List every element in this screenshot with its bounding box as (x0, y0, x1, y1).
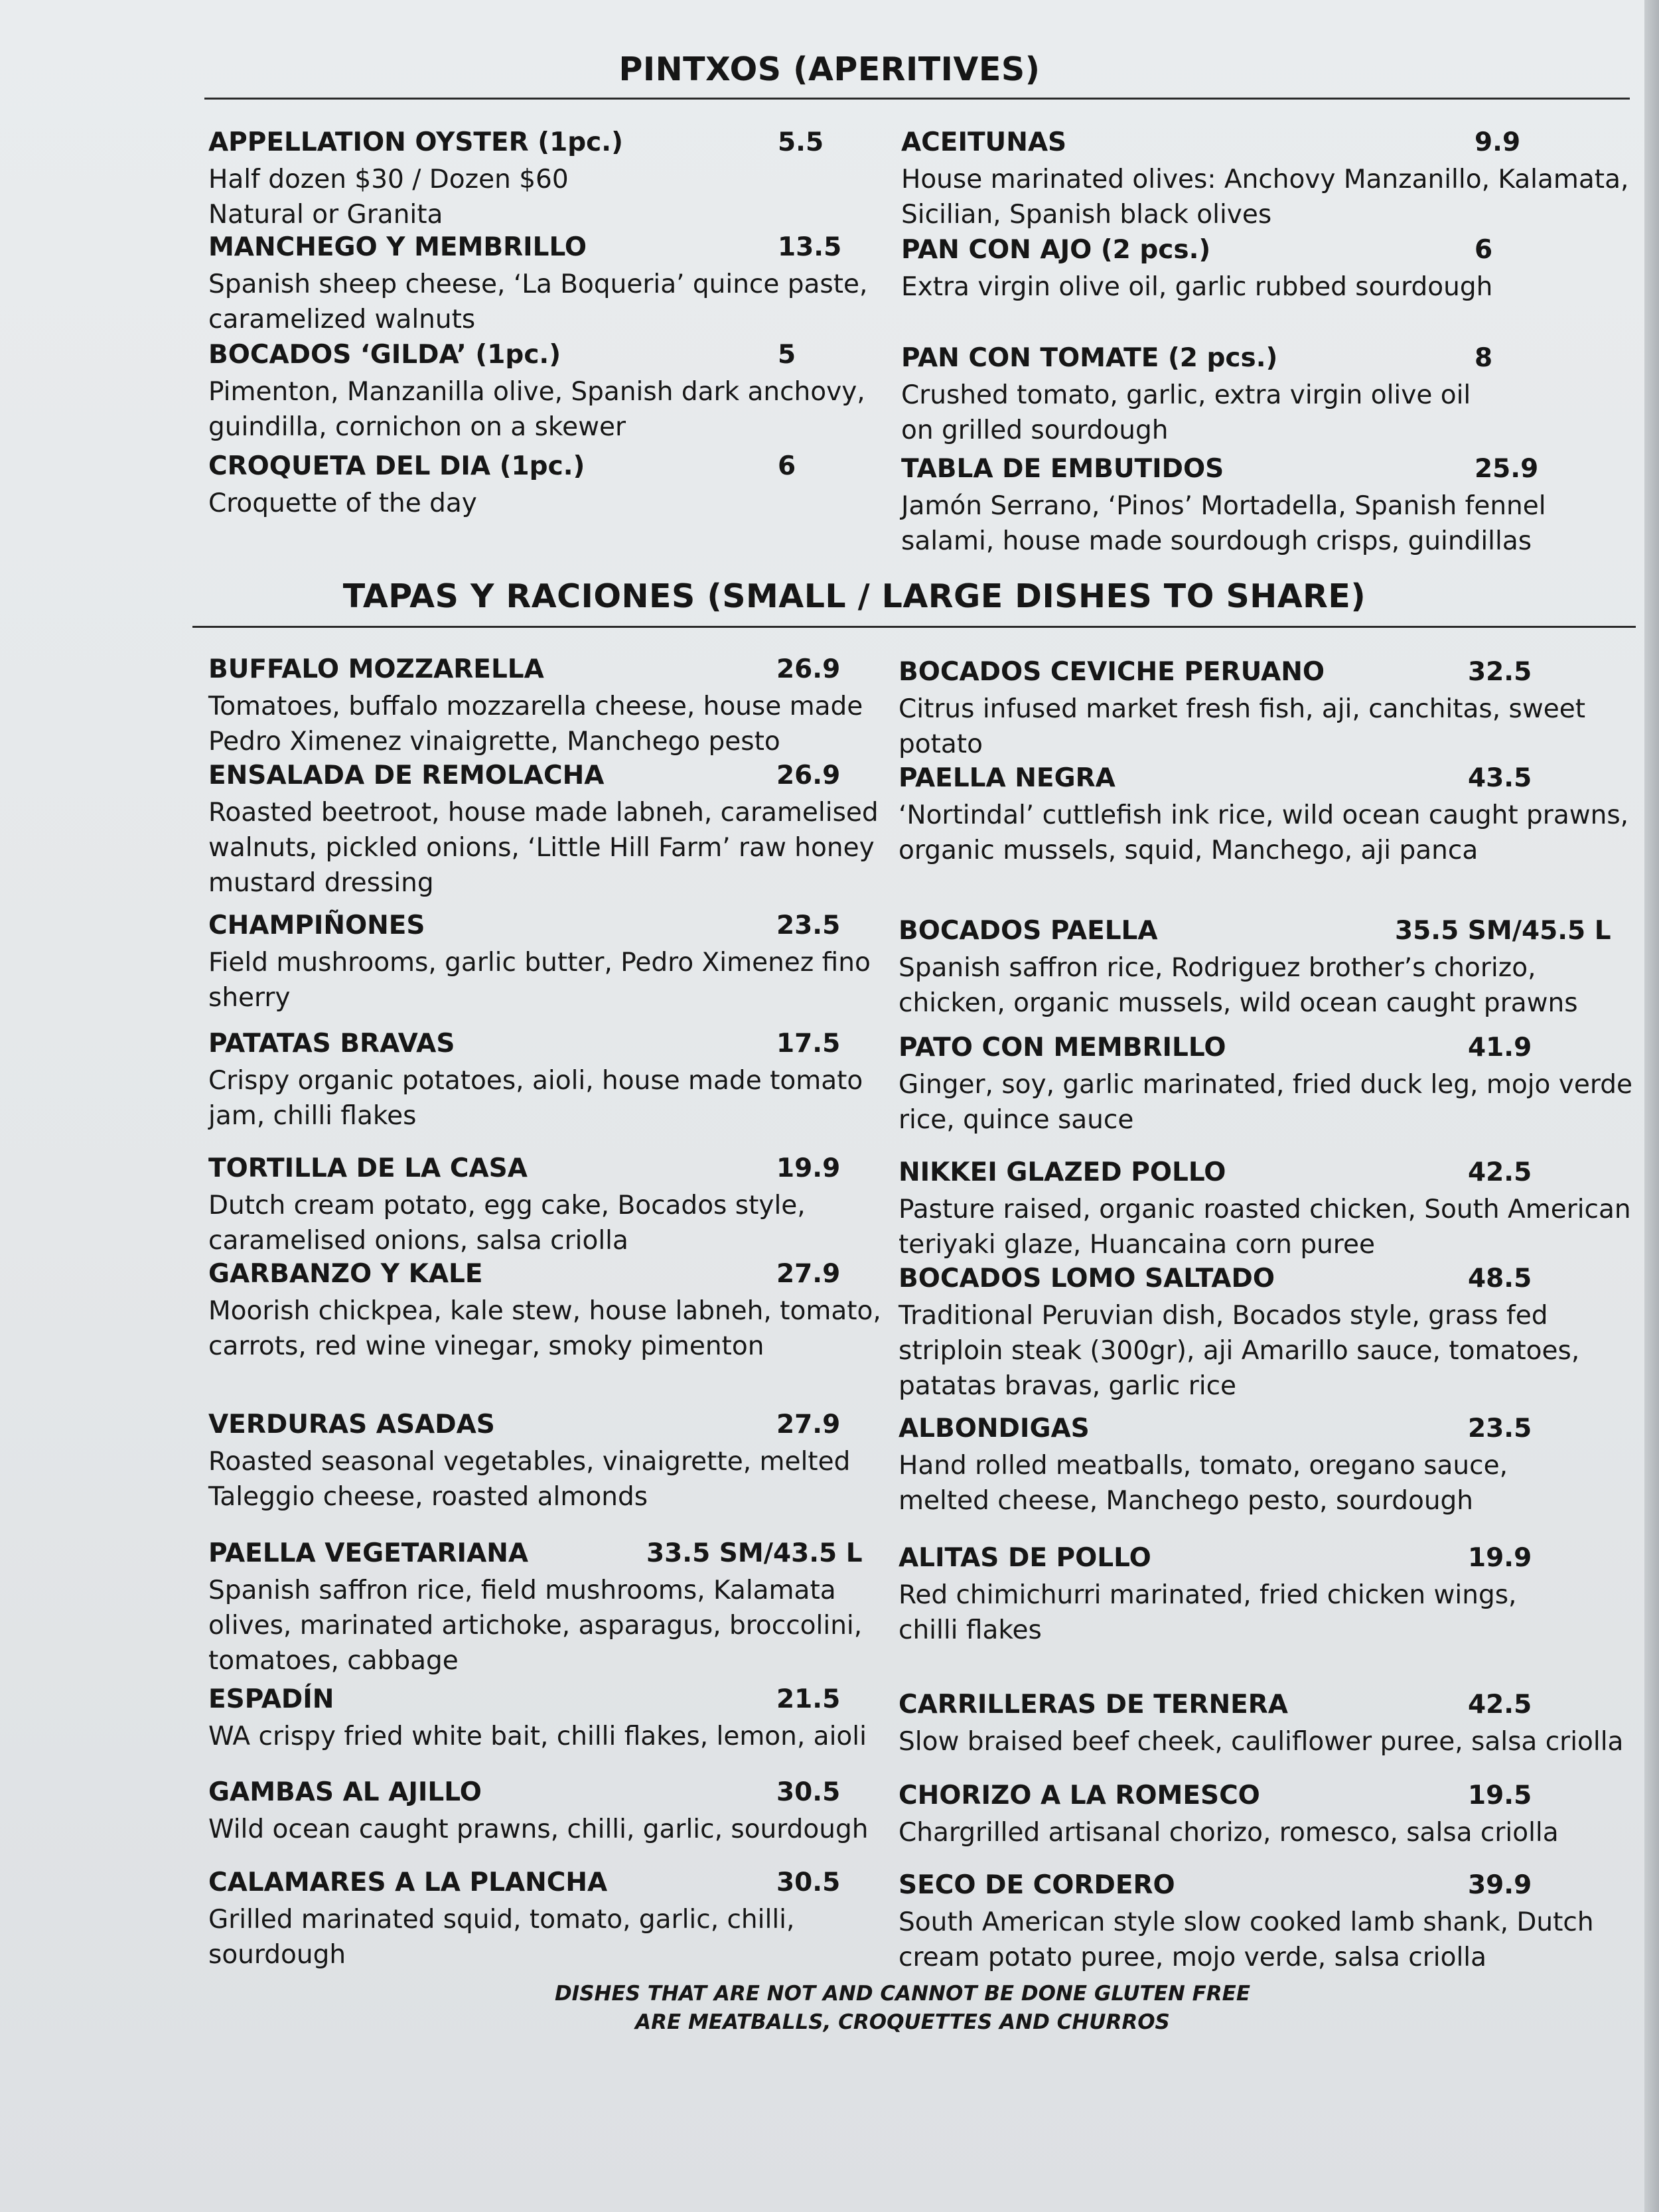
dish-description (899, 1298, 1579, 1404)
description-line: Pasture raised, organic roasted chicken, South American (899, 1195, 1631, 1224)
description-line: rice, quince sauce (899, 1105, 1134, 1135)
dish-name: BOCADOS LOMO SALTADO (899, 1264, 1275, 1293)
dish-description (899, 1724, 1623, 1759)
description-line: carrots, red wine vinegar, smoky pimenton (208, 1331, 764, 1361)
description-line: jam, chilli flakes (208, 1101, 417, 1131)
dish-price: 21.5 (776, 1684, 841, 1714)
dish-price: 23.5 (776, 911, 841, 940)
dish-description (899, 950, 1578, 1021)
description-line: Roasted seasonal vegetables, vinaigrette, melted (208, 1447, 851, 1477)
pintxos-divider (204, 98, 1630, 100)
dish-description (901, 378, 1471, 448)
description-line: Taleggio cheese, roasted almonds (208, 1482, 648, 1512)
tapas-heading: TAPAS Y RACIONES (SMALL / LARGE DISHES TO SHARE) (342, 577, 1366, 615)
dish-price: 5 (778, 340, 796, 370)
description-line: Pedro Ximenez vinaigrette, Manchego pesto (208, 727, 780, 757)
dish-price: 5.5 (778, 127, 824, 157)
description-line: Chargrilled artisanal chorizo, romesco, salsa criolla (899, 1818, 1559, 1848)
dish-price: 42.5 (1468, 1690, 1532, 1720)
dish-name: ALBONDIGAS (899, 1414, 1090, 1443)
dish-price: 26.9 (776, 654, 841, 684)
description-line: patatas bravas, garlic rice (899, 1371, 1237, 1401)
dish-name: SECO DE CORDERO (899, 1870, 1175, 1900)
dish-description (208, 1719, 867, 1754)
dish-description (208, 1293, 881, 1364)
description-line: Pimenton, Manzanilla olive, Spanish dark anchovy, (208, 377, 865, 407)
dish-description (899, 692, 1585, 762)
dish-description (901, 269, 1492, 305)
description-line: Extra virgin olive oil, garlic rubbed sourdough (901, 272, 1493, 302)
description-line: potato (899, 729, 983, 759)
description-line: Natural or Granita (208, 200, 443, 230)
dish-name: NIKKEI GLAZED POLLO (899, 1157, 1226, 1187)
description-line: sherry (208, 983, 291, 1013)
dish-price: 19.9 (1468, 1543, 1532, 1573)
description-line: Traditional Peruvian dish, Bocados style, grass fed (899, 1301, 1548, 1331)
dish-price: 23.5 (1468, 1414, 1532, 1443)
description-line: salami, house made sourdough crisps, guindillas (901, 526, 1532, 556)
description-line: walnuts, pickled onions, ‘Little Hill Farm’ raw honey (208, 833, 875, 863)
dish-description (899, 1815, 1559, 1850)
description-line: Slow braised beef cheek, cauliflower puree, salsa criolla (899, 1727, 1624, 1757)
gluten-note-line-2: ARE MEATBALLS, CROQUETTES AND CHURROS (635, 2010, 1170, 2034)
description-line: Red chimichurri marinated, fried chicken wings, (899, 1580, 1517, 1610)
tapas-divider (192, 626, 1636, 628)
description-line: Spanish sheep cheese, ‘La Boqueria’ quince paste, (208, 269, 868, 299)
description-line: teriyaki glaze, Huancaina corn puree (899, 1230, 1375, 1260)
dish-description (899, 798, 1628, 868)
description-line: Field mushrooms, garlic butter, Pedro Ximenez fino (208, 948, 871, 978)
dish-name: MANCHEGO Y MEMBRILLO (208, 232, 587, 262)
dish-price: 19.9 (776, 1153, 841, 1183)
dish-description (208, 689, 863, 759)
dish-name: BOCADOS PAELLA (899, 916, 1158, 946)
description-line: Wild ocean caught prawns, chilli, garlic, sourdough (208, 1814, 869, 1844)
description-line: Hand rolled meatballs, tomato, oregano sauce, (899, 1451, 1508, 1481)
description-line: Dutch cream potato, egg cake, Bocados style, (208, 1191, 806, 1220)
description-line: Citrus infused market fresh fish, aji, canchitas, sweet (899, 694, 1586, 724)
dish-price: 17.5 (776, 1029, 841, 1059)
description-line: tomatoes, cabbage (208, 1646, 459, 1676)
dish-description (208, 1902, 794, 1972)
dish-name: CHORIZO A LA ROMESCO (899, 1781, 1260, 1810)
dish-name: PATO CON MEMBRILLO (899, 1033, 1226, 1063)
description-line: olives, marinated artichoke, asparagus, broccolini, (208, 1611, 863, 1641)
dish-description (208, 795, 879, 901)
description-line: Tomatoes, buffalo mozzarella cheese, house made (208, 692, 863, 721)
dish-price: 26.9 (776, 761, 841, 790)
description-line: Jamón Serrano, ‘Pinos’ Mortadella, Spanish fennel (901, 491, 1546, 521)
dish-price: 25.9 (1475, 454, 1539, 484)
dish-name: PAN CON AJO (2 pcs.) (901, 235, 1211, 265)
dish-description (208, 1573, 862, 1678)
description-line: guindilla, cornichon on a skewer (208, 412, 626, 442)
dish-price: 19.5 (1468, 1781, 1532, 1810)
description-line: Crushed tomato, garlic, extra virgin olive oil (901, 380, 1471, 410)
description-line: chilli flakes (899, 1615, 1042, 1645)
dish-name: GARBANZO Y KALE (208, 1259, 483, 1289)
description-line: organic mussels, squid, Manchego, aji panca (899, 836, 1479, 865)
dish-name: BOCADOS ‘GILDA’ (1pc.) (208, 340, 561, 370)
dish-description (208, 1063, 863, 1134)
dish-name: TORTILLA DE LA CASA (208, 1153, 528, 1183)
description-line: melted cheese, Manchego pesto, sourdough (899, 1486, 1474, 1516)
dish-name: ACEITUNAS (901, 127, 1067, 157)
description-line: House marinated olives: Anchovy Manzanillo, Kalamata, (901, 165, 1629, 194)
description-line: Croquette of the day (208, 488, 477, 518)
description-line: Roasted beetroot, house made labneh, caramelised (208, 798, 879, 828)
dish-price: 13.5 (778, 232, 842, 262)
description-line: on grilled sourdough (901, 415, 1169, 445)
dish-price: 42.5 (1468, 1157, 1532, 1187)
dish-price: 33.5 SM/43.5 L (646, 1538, 863, 1568)
description-line: South American style slow cooked lamb shank, Dutch (899, 1907, 1594, 1937)
description-line: Spanish saffron rice, Rodriguez brother’s chorizo, (899, 953, 1536, 983)
dish-name: VERDURAS ASADAS (208, 1410, 495, 1439)
dish-description (208, 267, 867, 337)
dish-description (208, 1812, 868, 1847)
dish-name: ESPADÍN (208, 1684, 334, 1714)
dish-name: BOCADOS CEVICHE PERUANO (899, 657, 1325, 687)
dish-name: CROQUETA DEL DIA (1pc.) (208, 451, 585, 481)
description-line: sourdough (208, 1940, 346, 1970)
description-line: Moorish chickpea, kale stew, house labneh, tomato, (208, 1296, 881, 1326)
dish-description (899, 1578, 1516, 1648)
description-line: Half dozen $30 / Dozen $60 (208, 165, 569, 194)
dish-price: 6 (1475, 235, 1493, 265)
dish-description (899, 1905, 1594, 1975)
dish-price: 43.5 (1468, 763, 1532, 793)
dish-name: PATATAS BRAVAS (208, 1029, 455, 1059)
dish-name: PAELLA VEGETARIANA (208, 1538, 529, 1568)
dish-name: CHAMPIÑONES (208, 911, 425, 940)
dish-description (208, 374, 865, 445)
dish-description (899, 1448, 1508, 1518)
dish-name: TABLA DE EMBUTIDOS (901, 454, 1224, 484)
description-line: caramelised onions, salsa criolla (208, 1226, 628, 1256)
dish-name: ENSALADA DE REMOLACHA (208, 761, 605, 790)
description-line: Grilled marinated squid, tomato, garlic, chilli, (208, 1905, 795, 1935)
dish-price: 35.5 SM/45.5 L (1395, 916, 1611, 946)
dish-description (208, 1444, 850, 1514)
dish-name: PAN CON TOMATE (2 pcs.) (901, 343, 1278, 373)
description-line: cream potato puree, mojo verde, salsa criolla (899, 1943, 1487, 1972)
description-line: mustard dressing (208, 868, 434, 898)
dish-price: 9.9 (1475, 127, 1521, 157)
dish-description (208, 1188, 806, 1258)
dish-price: 41.9 (1468, 1033, 1532, 1063)
dish-name: BUFFALO MOZZARELLA (208, 654, 544, 684)
gluten-note-line-1: DISHES THAT ARE NOT AND CANNOT BE DONE GLUTEN FREE (554, 1982, 1251, 2006)
dish-name: APPELLATION OYSTER (1pc.) (208, 127, 623, 157)
description-line: Ginger, soy, garlic marinated, fried duck leg, mojo verde (899, 1070, 1632, 1100)
dish-price: 48.5 (1468, 1264, 1532, 1293)
dish-price: 39.9 (1468, 1870, 1532, 1900)
description-line: WA crispy fried white bait, chilli flakes, lemon, aioli (208, 1722, 867, 1751)
pintxos-heading: PINTXOS (APERITIVES) (618, 50, 1041, 88)
description-line: chicken, organic mussels, wild ocean caught prawns (899, 988, 1578, 1018)
dish-price: 27.9 (776, 1410, 841, 1439)
dish-price: 6 (778, 451, 796, 481)
description-line: Spanish saffron rice, field mushrooms, Kalamata (208, 1576, 836, 1605)
page-edge-shadow (1644, 0, 1659, 2212)
dish-name: GAMBAS AL AJILLO (208, 1777, 482, 1807)
dish-name: PAELLA NEGRA (899, 763, 1116, 793)
description-line: striploin steak (300gr), aji Amarillo sauce, tomatoes, (899, 1336, 1580, 1366)
dish-price: 32.5 (1468, 657, 1532, 687)
description-line: caramelized walnuts (208, 305, 476, 334)
dish-name: CARRILLERAS DE TERNERA (899, 1690, 1288, 1720)
dish-price: 8 (1475, 343, 1493, 373)
dish-description (899, 1192, 1631, 1262)
dish-description (899, 1067, 1632, 1138)
description-line: Sicilian, Spanish black olives (901, 200, 1272, 230)
dish-description (208, 162, 569, 232)
dish-price: 30.5 (776, 1777, 841, 1807)
dish-description (901, 162, 1628, 232)
dish-description (901, 488, 1546, 559)
dish-description (208, 486, 477, 521)
dish-name: ALITAS DE POLLO (899, 1543, 1151, 1573)
dish-price: 30.5 (776, 1868, 841, 1897)
description-line: ‘Nortindal’ cuttlefish ink rice, wild ocean caught prawns, (899, 800, 1629, 830)
dish-price: 27.9 (776, 1259, 841, 1289)
dish-description (208, 945, 871, 1015)
dish-name: CALAMARES A LA PLANCHA (208, 1868, 608, 1897)
description-line: Crispy organic potatoes, aioli, house made tomato (208, 1066, 863, 1096)
